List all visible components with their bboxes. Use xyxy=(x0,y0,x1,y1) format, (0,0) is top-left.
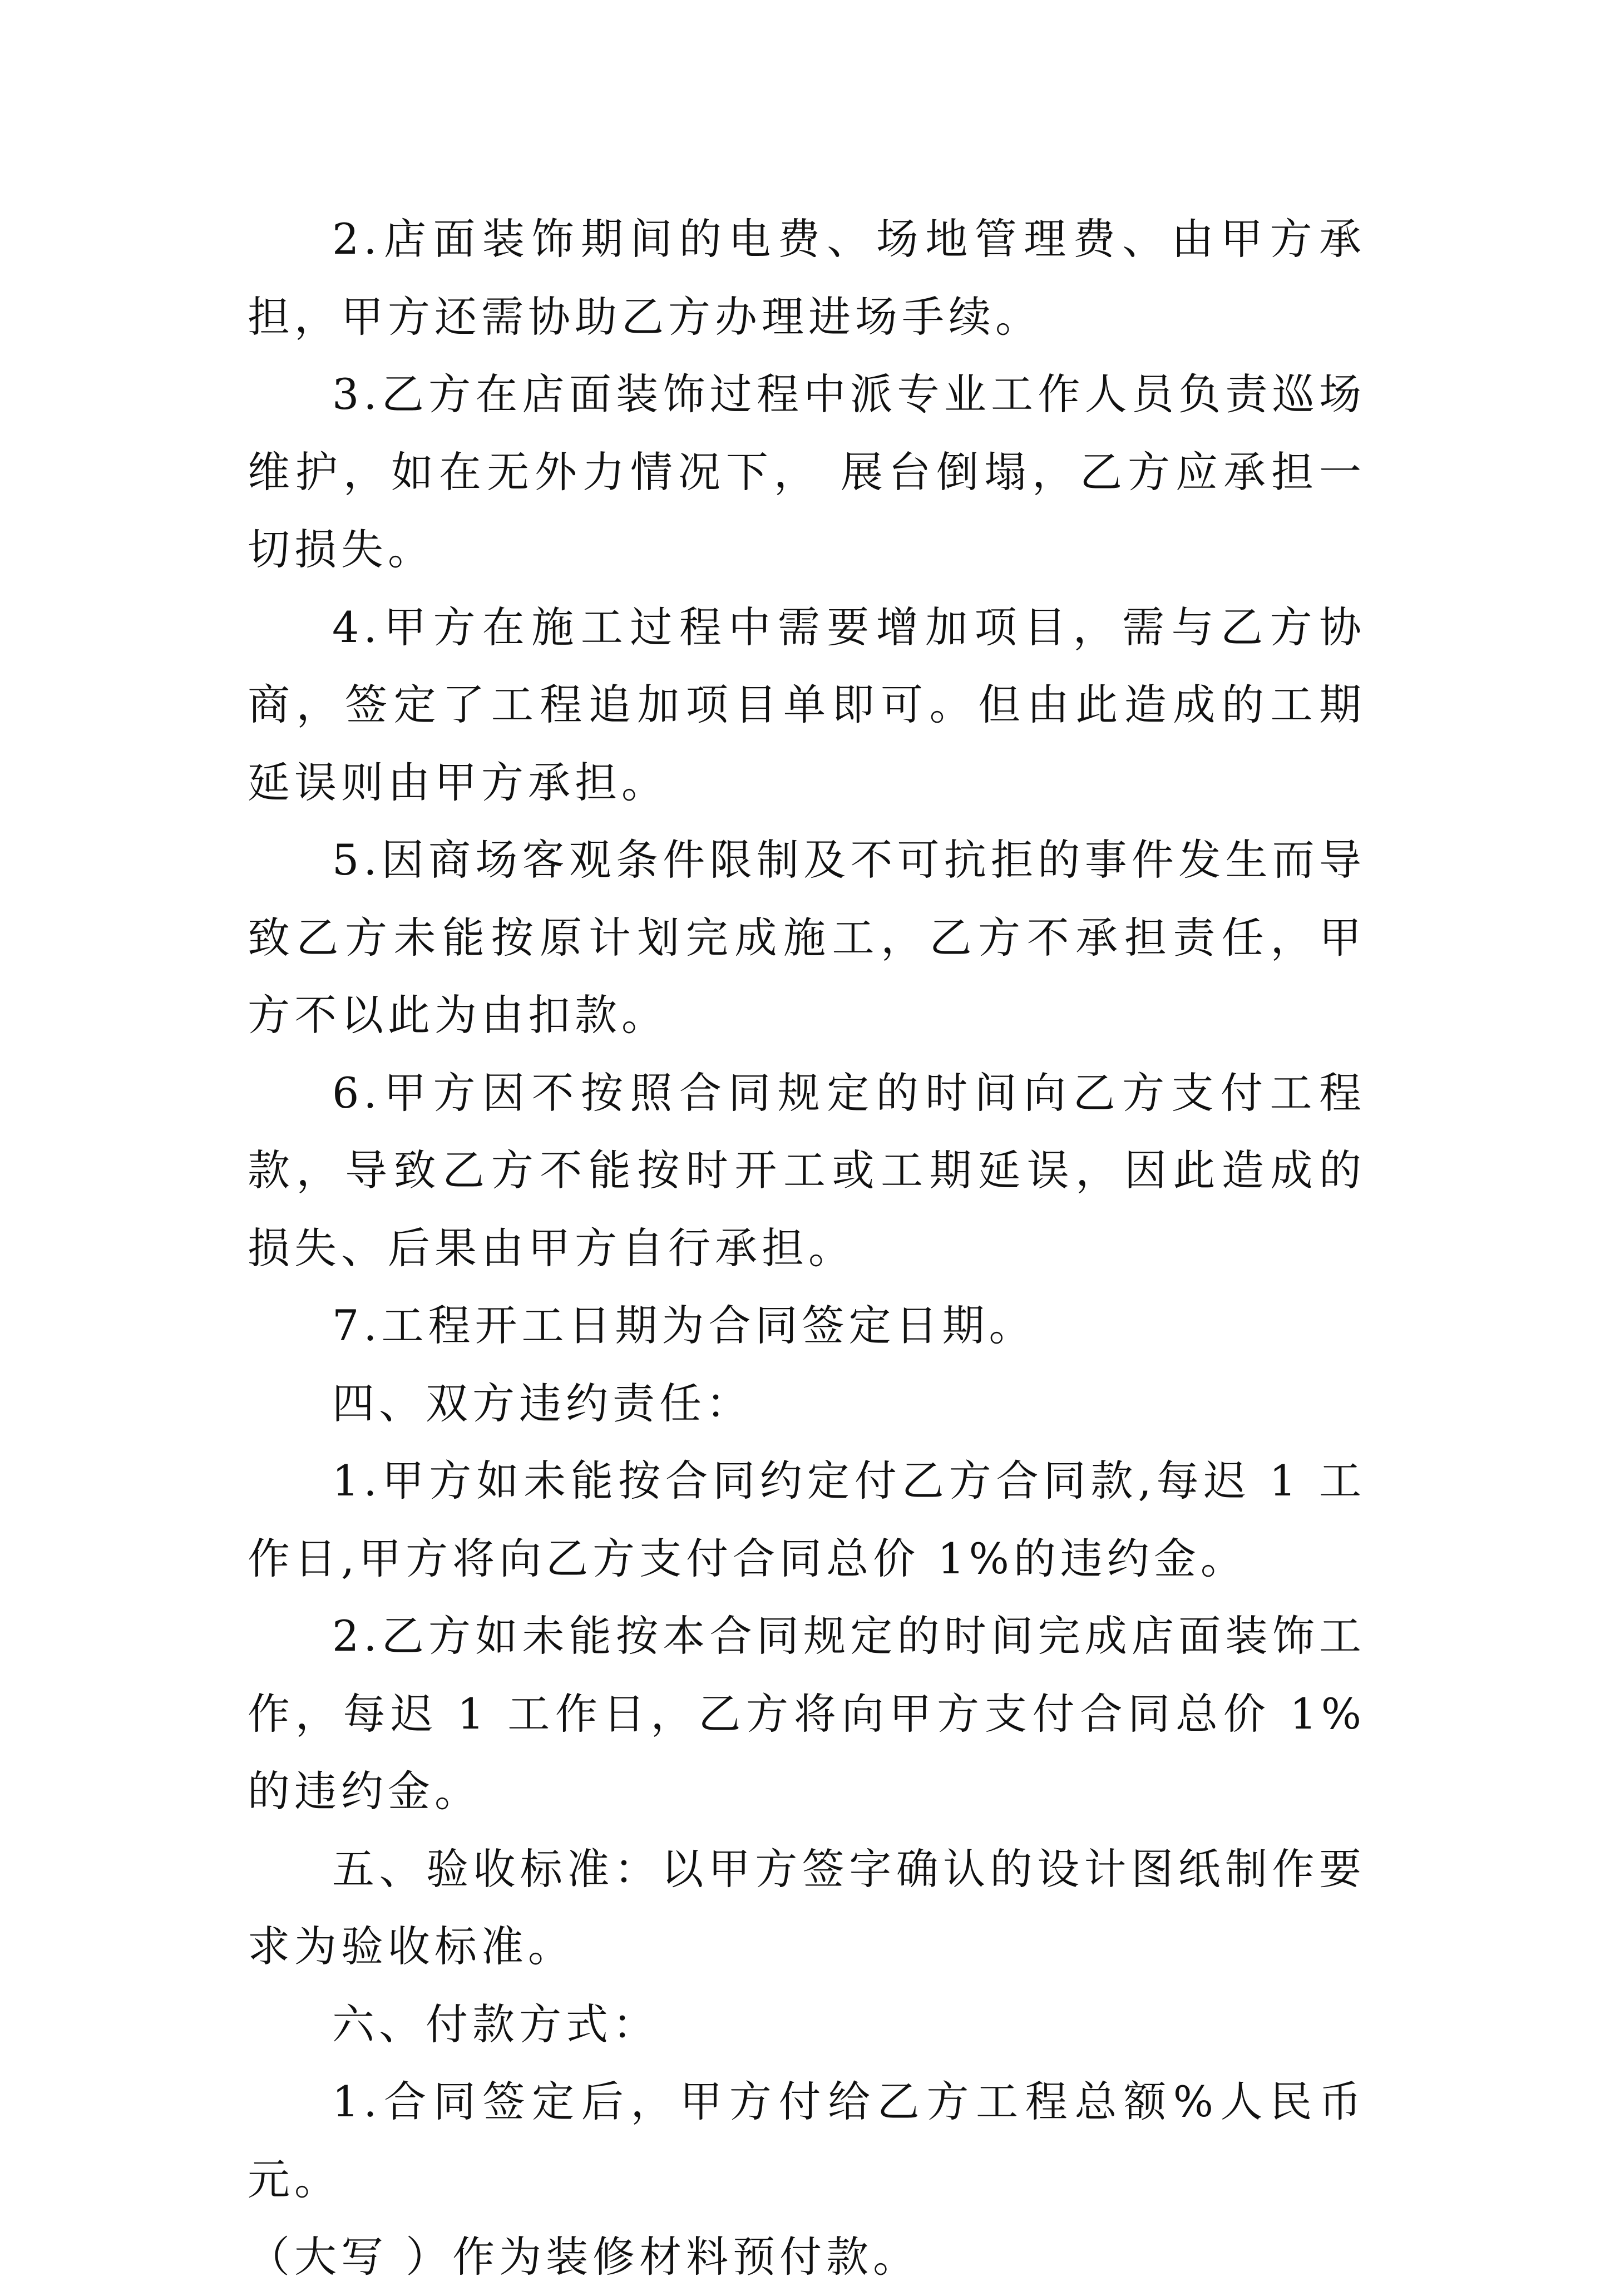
clause-4-2: 2.乙方如未能按本合同规定的时间完成店面装饰工作，每迟 1 工作日，乙方将向甲方支付合同总价 1%的违约金。 xyxy=(248,1611,1366,1816)
document-body xyxy=(248,200,1366,2296)
clause-3-2: 2.店面装饰期间的电费、场地管理费、由甲方承担，甲方还需协助乙方办理进场手续。 xyxy=(248,214,1366,342)
clause-3-3: 3.乙方在店面装饰过程中派专业工作人员负责巡场维护，如在无外力情况下， 展台倒塌，乙方应承担一切损失。 xyxy=(248,369,1366,574)
clause-6-1-continued: （大写 ）作为装修材料预付款。 xyxy=(248,2232,920,2282)
section-6-heading: 六、付款方式： xyxy=(332,1999,659,2049)
clause-3-6: 6.甲方因不按照合同规定的时间向乙方支付工程款，导致乙方不能按时开工或工期延误，因此造成的损失、后果由甲方自行承担。 xyxy=(248,1068,1366,1273)
clause-6-1: 1.合同签定后，甲方付给乙方工程总额%人民币元。 xyxy=(248,2077,1366,2204)
section-4-heading: 四、双方违约责任： xyxy=(332,1378,753,1428)
clause-3-4: 4.甲方在施工过程中需要增加项目，需与乙方协商，签定了工程追加项目单即可。但由此造成的工期延误则由甲方承担。 xyxy=(248,602,1366,807)
clause-3-7: 7.工程开工日期为合同签定日期。 xyxy=(332,1301,1036,1350)
clause-3-5: 5.因商场客观条件限制及不可抗拒的事件发生而导致乙方未能按原计划完成施工，乙方不承担责任，甲方不以此为由扣款。 xyxy=(248,835,1366,1040)
section-5-heading: 五、验收标准：以甲方签字确认的设计图纸制作要求为验收标准。 xyxy=(248,1844,1366,1971)
clause-4-1: 1.甲方如未能按合同约定付乙方合同款,每迟 1 工作日,甲方将向乙方支付合同总价 1%的违约金。 xyxy=(248,1456,1366,1583)
